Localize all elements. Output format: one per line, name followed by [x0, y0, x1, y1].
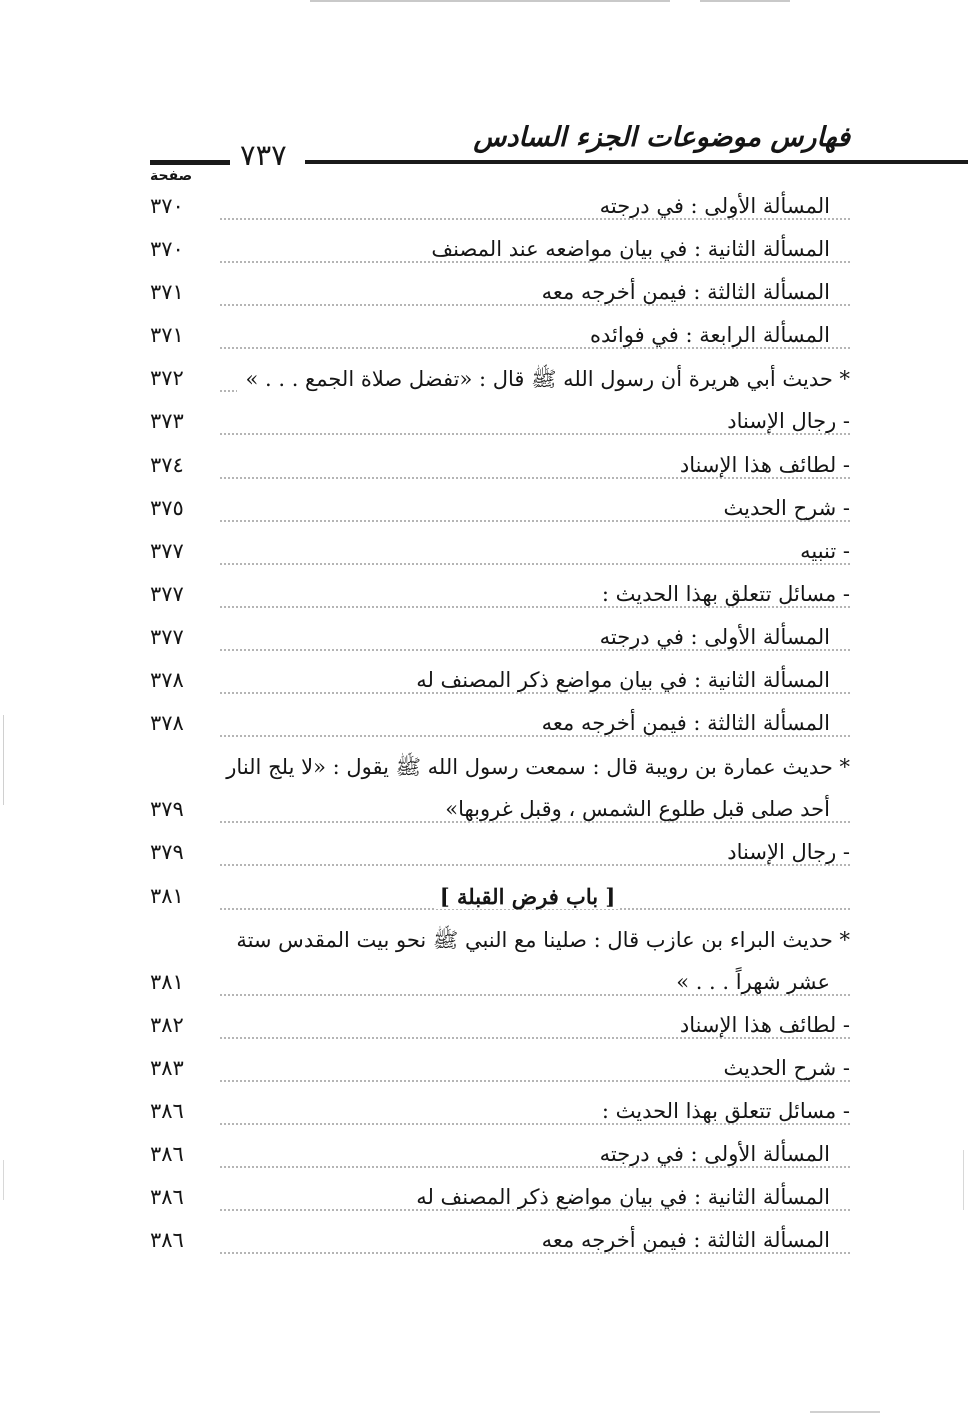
dot-leader [220, 1037, 850, 1039]
toc-entry-page: ٣٨١ [150, 883, 184, 908]
toc-entry-title: المسألة الثانية : في بيان مواضع ذكر المصنف له [408, 668, 830, 692]
toc-entry-title: المسألة الأولى : في درجته [592, 625, 830, 649]
toc-entry [150, 492, 850, 535]
toc-entry-title: * حديث البراء بن عازب قال : صلينا مع النبي ﷺ نحو بيت المقدس ستة [228, 927, 850, 958]
dot-leader [220, 347, 850, 349]
toc-entry-title: [ باب فرض القبلة ] [436, 884, 620, 909]
dot-leader [220, 606, 850, 608]
dot-leader [220, 821, 850, 823]
toc-entry-page: ٣٨٦ [150, 1228, 184, 1253]
toc-entry-title: - شرح الحديث [716, 496, 850, 520]
toc-entry-title: المسألة الثانية : في بيان مواضعه عند المصنف [423, 237, 830, 261]
toc-entry-page: ٣٨٦ [150, 1142, 184, 1167]
dot-leader [220, 1123, 850, 1125]
toc-entry-page: ٣٧٨ [150, 668, 184, 693]
toc-entry [150, 319, 850, 362]
toc-entry-page: ٣٧٣ [150, 409, 184, 434]
toc-entry [150, 707, 850, 750]
top-scan-line [310, 0, 670, 2]
toc-entry-page: ٣٨٢ [150, 1012, 184, 1037]
toc-entry [150, 362, 850, 405]
toc-entry-title: * حديث أبي هريرة أن رسول الله ﷺ قال : «تفضل صلاة الجمع . . . » [237, 366, 850, 397]
page-number: ٧٣٧ [240, 138, 287, 172]
toc-entry-page: ٣٨٦ [150, 1098, 184, 1123]
table-of-contents [150, 190, 850, 1267]
page-header [150, 122, 850, 182]
header-divider [305, 160, 968, 164]
top-scan-line-short [700, 0, 790, 2]
dot-leader [220, 864, 850, 866]
toc-entry [150, 621, 850, 664]
toc-entry-page: ٣٧٩ [150, 840, 184, 865]
toc-entry-title: - تنبيه [792, 539, 850, 563]
toc-entry-title: المسألة الثالثة : فيمن أخرجه معه [534, 280, 830, 304]
dot-leader [220, 261, 850, 263]
dot-leader [220, 692, 850, 694]
toc-entry-page: ٣٧٢ [150, 366, 184, 391]
toc-entry-page: ٣٨٣ [150, 1055, 184, 1080]
toc-entry [150, 1009, 850, 1052]
toc-entry [150, 535, 850, 578]
toc-entry-page: ٣٨٦ [150, 1185, 184, 1210]
toc-entry-page: ٣٧٠ [150, 194, 184, 218]
toc-entry-title: المسألة الأولى : في درجته [592, 1142, 830, 1166]
toc-entry-title: - رجال الإسناد [719, 840, 850, 864]
toc-entry-title: - لطائف هذا الإسناد [672, 1013, 850, 1037]
toc-entry [150, 966, 850, 1009]
toc-entry [150, 1181, 850, 1224]
toc-entry [150, 449, 850, 492]
toc-entry-page: ٣٨١ [150, 969, 184, 994]
toc-entry-page: ٣٧٠ [150, 237, 184, 262]
dot-leader [220, 735, 850, 737]
toc-entry-page: ٣٧١ [150, 323, 184, 348]
toc-entry [150, 190, 850, 233]
dot-leader [220, 1166, 850, 1168]
toc-entry [150, 1052, 850, 1095]
toc-entry-page: ٣٧٧ [150, 538, 184, 563]
scan-margin-mark [3, 1160, 4, 1200]
toc-entry [150, 923, 850, 966]
dot-leader [220, 304, 850, 306]
scan-margin-mark [963, 1150, 964, 1210]
toc-entry-title: المسألة الرابعة : في فوائده [582, 323, 830, 347]
toc-entry-page: ٣٧٨ [150, 711, 184, 736]
toc-entry [150, 1095, 850, 1138]
toc-entry [150, 405, 850, 448]
toc-entry [150, 233, 850, 276]
toc-entry-page: ٣٧٥ [150, 495, 184, 520]
toc-entry [150, 836, 850, 879]
toc-entry [150, 750, 850, 793]
page-title: فهارس موضوعات الجزء السادس [473, 122, 850, 153]
dot-leader [220, 1080, 850, 1082]
toc-entry-page: ٣٧٧ [150, 624, 184, 649]
toc-entry [150, 276, 850, 319]
toc-entry [150, 578, 850, 621]
dot-leader [220, 1252, 850, 1254]
toc-entry-title: المسألة الأولى : في درجته [592, 194, 830, 218]
toc-entry-title: أحد صلى قبل طلوع الشمس ، وقبل غروبها» [437, 797, 830, 821]
toc-entry-title: - مسائل تتعلق بهذا الحديث : [594, 582, 850, 606]
toc-entry-title: - شرح الحديث [716, 1056, 850, 1080]
toc-entry-title: - لطائف هذا الإسناد [672, 453, 850, 477]
toc-entry-page: ٣٧١ [150, 280, 184, 305]
toc-entry [150, 793, 850, 836]
toc-entry-title: * حديث عمارة بن رويبة قال : سمعت رسول الله ﷺ يقول : «لا يلج النار [218, 754, 850, 785]
dot-leader [220, 1209, 850, 1211]
toc-entry-title: عشر شهراً . . . » [668, 970, 830, 994]
dot-leader [220, 218, 850, 220]
toc-entry [150, 664, 850, 707]
toc-entry-title: - رجال الإسناد [719, 409, 850, 433]
toc-entry-title: - مسائل تتعلق بهذا الحديث : [594, 1099, 850, 1123]
toc-entry [150, 1138, 850, 1181]
toc-entry-page: ٣٧٩ [150, 797, 184, 822]
dot-leader [220, 563, 850, 565]
toc-entry-title: المسألة الثالثة : فيمن أخرجه معه [534, 1228, 830, 1252]
dot-leader [220, 649, 850, 651]
toc-entry-page: ٣٧٤ [150, 452, 184, 477]
page-column-divider [150, 160, 230, 165]
toc-entry [150, 880, 850, 923]
toc-entry [150, 1224, 850, 1267]
toc-entry-page: ٣٧٧ [150, 581, 184, 606]
toc-entry-title: المسألة الثانية : في بيان مواضع ذكر المصنف له [408, 1185, 830, 1209]
scan-margin-mark [3, 715, 4, 805]
dot-leader [220, 433, 850, 435]
toc-entry-title: المسألة الثالثة : فيمن أخرجه معه [534, 711, 830, 735]
page-column-label: صفحة [150, 168, 193, 184]
